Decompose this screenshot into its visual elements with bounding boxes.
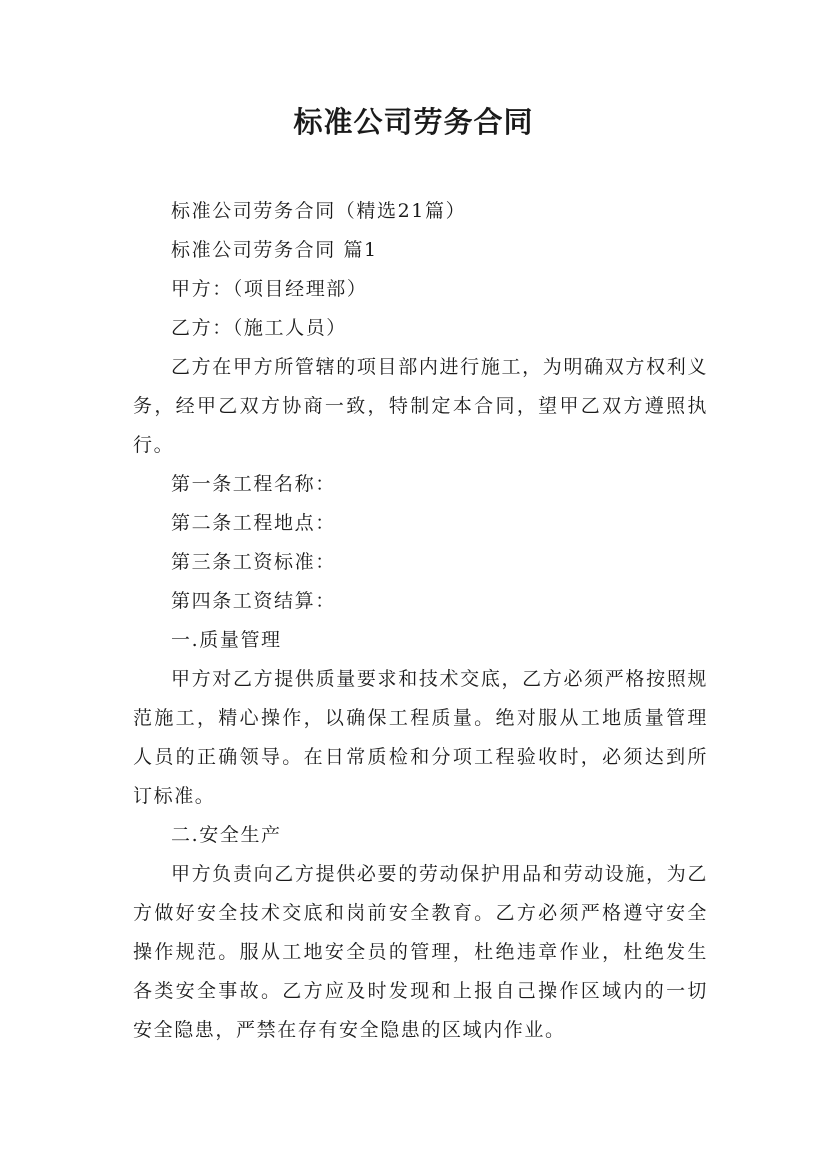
- paragraph-preamble: 乙方在甲方所管辖的项目部内进行施工，为明确双方权利义务，经甲乙双方协商一致，特制定本合同，望甲乙双方遵照执行。: [133, 356, 708, 456]
- paragraph-article-4: 第四条工资结算：: [171, 590, 336, 612]
- paragraph-article-1: 第一条工程名称：: [171, 473, 336, 495]
- paragraph-section-heading: 标准公司劳务合同 篇1: [171, 239, 378, 261]
- document-title: 标准公司劳务合同: [293, 105, 534, 139]
- paragraph-party-a: 甲方：（项目经理部）: [171, 278, 368, 300]
- paragraph-party-b: 乙方：（施工人员）: [171, 317, 347, 339]
- document-body: [133, 192, 708, 1050]
- paragraph-quality-body: 甲方对乙方提供质量要求和技术交底，乙方必须严格按照规范施工，精心操作，以确保工程质量。绝对服从工地质量管理人员的正确领导。在日常质检和分项工程验收时，必须达到所订标准。: [133, 668, 708, 807]
- paragraph-safety-heading: 二.安全生产: [171, 824, 282, 846]
- paragraph-subtitle: 标准公司劳务合同（精选21篇）: [171, 200, 467, 222]
- paragraph-safety-body: 甲方负责向乙方提供必要的劳动保护用品和劳动设施，为乙方做好安全技术交底和岗前安全教育。乙方必须严格遵守安全操作规范。服从工地安全员的管理，杜绝违章作业，杜绝发生各类安全事故。乙方应及时发现和上报自己操作区域内的一切安全隐患，严禁在存有安全隐患的区域内作业。: [133, 863, 708, 1041]
- paragraph-article-2: 第二条工程地点：: [171, 512, 336, 534]
- paragraph-article-3: 第三条工资标准：: [171, 551, 336, 573]
- paragraph-quality-heading: 一.质量管理: [171, 629, 282, 651]
